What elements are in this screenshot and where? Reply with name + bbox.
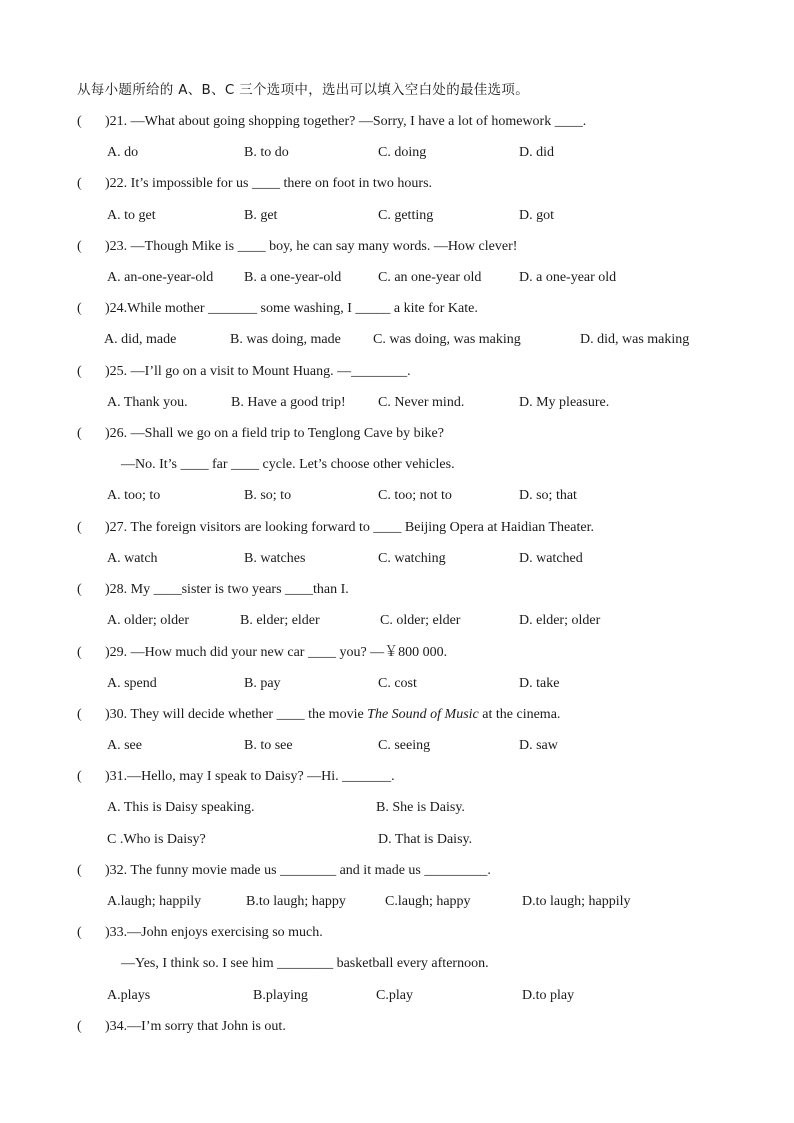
option-c: C.laugh; happy xyxy=(385,894,471,909)
option-c: C. watching xyxy=(378,551,446,566)
question-22: ( )22. It’s impossible for us ____ there on foot in two hours. xyxy=(77,176,433,191)
question-30: ( )30. They will decide whether ____ the movie The Sound of Music at the cinema. xyxy=(77,707,561,722)
option-a: A. do xyxy=(107,145,139,160)
option-a: A. did, made xyxy=(104,332,177,347)
option-d: D. did, was making xyxy=(580,332,690,347)
option-a: A. to get xyxy=(107,208,156,223)
option-d: D.to laugh; happily xyxy=(522,894,631,909)
option-b: B. was doing, made xyxy=(230,332,341,347)
option-b: B. pay xyxy=(244,676,281,691)
option-b: B. elder; elder xyxy=(240,613,320,628)
instruction-text: 从每小题所给的 A、B、C 三个选项中，选出可以填入空白处的最佳选项。 xyxy=(77,82,530,98)
option-c: C. too; not to xyxy=(378,488,452,503)
question-29: ( )29. —How much did your new car ____ you? —￥800 000. xyxy=(77,645,448,660)
option-b: B.playing xyxy=(253,988,308,1003)
option-d: D. so; that xyxy=(519,488,577,503)
option-d: D. saw xyxy=(519,738,558,753)
option-a: A.laugh; happily xyxy=(107,894,202,909)
option-b: B. so; to xyxy=(244,488,292,503)
option-c: C. was doing, was making xyxy=(373,332,521,347)
question-24: ( )24.While mother _______ some washing, I _____ a kite for Kate. xyxy=(77,301,478,316)
question-26-continuation: —No. It’s ____ far ____ cycle. Let’s choose other vehicles. xyxy=(121,457,455,472)
option-a: A. watch xyxy=(107,551,158,566)
option-d: D. got xyxy=(519,208,554,223)
question-31: ( )31.—Hello, may I speak to Daisy? —Hi. _______. xyxy=(77,769,395,784)
question-25: ( )25. —I’ll go on a visit to Mount Huang. —________. xyxy=(77,364,411,379)
option-c: C. cost xyxy=(378,676,417,691)
option-b: B. to see xyxy=(244,738,293,753)
question-27: ( )27. The foreign visitors are looking forward to ____ Beijing Opera at Haidian Theater. xyxy=(77,520,594,535)
option-c: C. Never mind. xyxy=(378,395,465,410)
option-c: C .Who is Daisy? xyxy=(107,832,206,847)
option-b: B. She is Daisy. xyxy=(376,800,465,815)
question-34: ( )34.—I’m sorry that John is out. xyxy=(77,1019,286,1034)
option-c: C. getting xyxy=(378,208,434,223)
option-c: C. seeing xyxy=(378,738,431,753)
option-d: D. elder; older xyxy=(519,613,601,628)
question-28: ( )28. My ____sister is two years ____than I. xyxy=(77,582,349,597)
option-d: D. That is Daisy. xyxy=(378,832,473,847)
option-a: A. This is Daisy speaking. xyxy=(107,800,255,815)
question-26: ( )26. —Shall we go on a field trip to Tenglong Cave by bike? xyxy=(77,426,444,441)
option-a: A.plays xyxy=(107,988,151,1003)
option-d: D. My pleasure. xyxy=(519,395,610,410)
option-b: B. Have a good trip! xyxy=(231,395,346,410)
option-d: D. did xyxy=(519,145,554,160)
question-32: ( )32. The funny movie made us ________ and it made us _________. xyxy=(77,863,491,878)
option-c: C. older; elder xyxy=(380,613,461,628)
option-a: A. Thank you. xyxy=(107,395,188,410)
option-c: C. an one-year old xyxy=(378,270,482,285)
movie-title: The Sound of Music xyxy=(367,707,479,722)
question-21: ( )21. —What about going shopping together? —Sorry, I have a lot of homework ____. xyxy=(77,114,587,129)
question-23: ( )23. —Though Mike is ____ boy, he can say many words. —How clever! xyxy=(77,239,518,254)
option-a: A. older; older xyxy=(107,613,190,628)
option-a: A. too; to xyxy=(107,488,161,503)
option-a: A. spend xyxy=(107,676,157,691)
option-c: C. doing xyxy=(378,145,427,160)
option-d: D. take xyxy=(519,676,560,691)
question-33-continuation: —Yes, I think so. I see him ________ basketball every afternoon. xyxy=(121,956,489,971)
option-c: C.play xyxy=(376,988,413,1003)
option-d: D.to play xyxy=(522,988,575,1003)
option-b: B. get xyxy=(244,208,278,223)
question-33: ( )33.—John enjoys exercising so much. xyxy=(77,925,323,940)
option-b: B. to do xyxy=(244,145,289,160)
option-b: B.to laugh; happy xyxy=(246,894,346,909)
option-a: A. an-one-year-old xyxy=(107,270,214,285)
option-d: D. watched xyxy=(519,551,583,566)
option-a: A. see xyxy=(107,738,142,753)
option-b: B. a one-year-old xyxy=(244,270,342,285)
option-d: D. a one-year old xyxy=(519,270,617,285)
option-b: B. watches xyxy=(244,551,306,566)
